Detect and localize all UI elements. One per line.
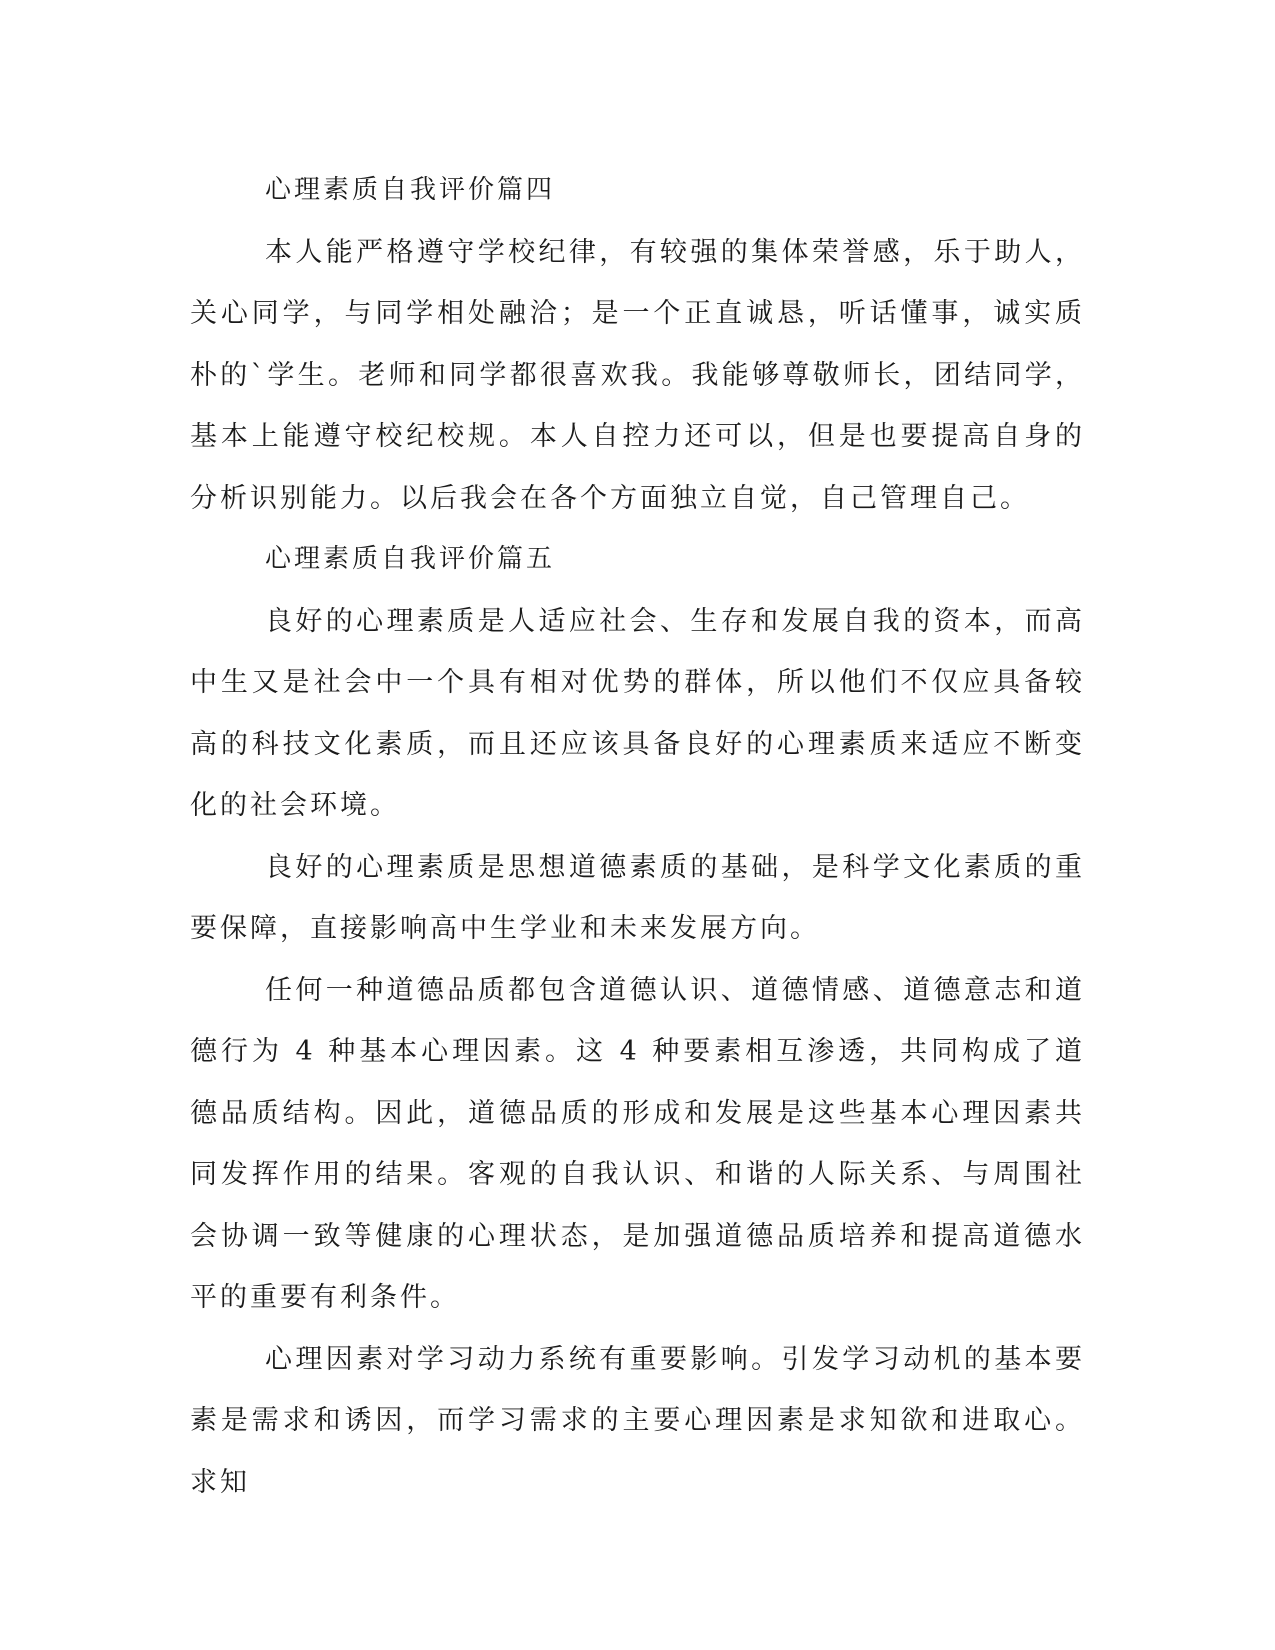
document-body [190, 160, 1085, 1513]
paragraph: 心理因素对学习动力系统有重要影响。引发学习动机的基本要素是需求和诱因，而学习需求的主要心理因素是求知欲和进取心。求知 [190, 1343, 1085, 1498]
paragraph: 本人能严格遵守学校纪律，有较强的集体荣誉感，乐于助人，关心同学，与同学相处融洽；是一个正直诚恳，听话懂事，诚实质朴的`学生。老师和同学都很喜欢我。我能够尊敬师长，团结同学，基本上能遵守校纪校规。本人自控力还可以，但是也要提高自身的分析识别能力。以后我会在各个方面独立自觉，自己管理自己。 [190, 236, 1085, 514]
section-heading-4: 心理素质自我评价篇四 [265, 175, 556, 205]
section-heading-5: 心理素质自我评价篇五 [265, 544, 556, 574]
paragraph: 良好的心理素质是思想道德素质的基础，是科学文化素质的重要保障，直接影响高中生学业和未来发展方向。 [190, 851, 1085, 944]
paragraph: 任何一种道德品质都包含道德认识、道德情感、道德意志和道德行为 4 种基本心理因素。这 4 种要素相互渗透，共同构成了道德品质结构。因此，道德品质的形成和发展是这些基本心理因素共同发挥作用的结果。客观的自我认识、和谐的人际关系、与周围社会协调一致等健康的心理状态，是加强道德品质培养和提高道德水平的重要有利条件。 [190, 974, 1085, 1313]
paragraph: 良好的心理素质是人适应社会、生存和发展自我的资本，而高中生又是社会中一个具有相对优势的群体，所以他们不仅应具备较高的科技文化素质，而且还应该具备良好的心理素质来适应不断变化的社会环境。 [190, 605, 1085, 821]
